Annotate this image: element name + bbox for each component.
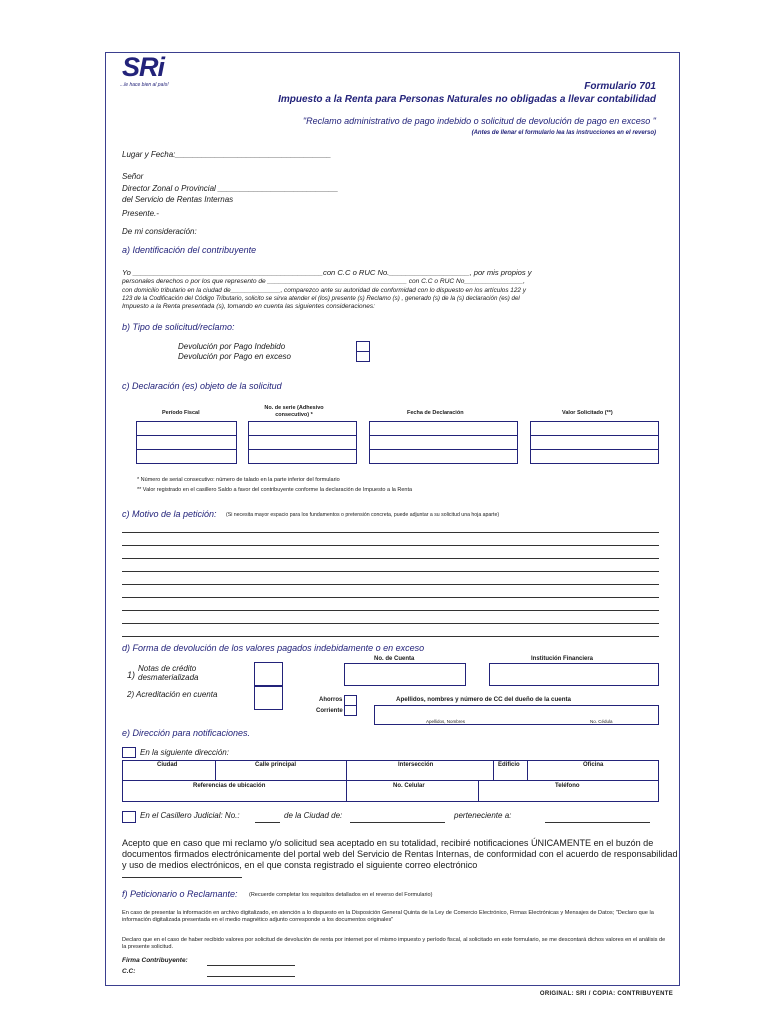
checkbox-notas-credito[interactable] <box>254 662 283 686</box>
firma-line[interactable] <box>207 965 295 966</box>
motivo-line-9[interactable] <box>122 636 659 637</box>
owner-label: Apellidos, nombres y número de CC del dueño de la cuenta <box>396 696 571 703</box>
section-f-p1: En caso de presentar la información en archivo digitalizado, en atención a lo dispuesto en la Disposición General Quinta de la Ley de Comercio Electrónico, Firmas Electrónicas y Mensajes de Datos; "Declaro que la información digitalizada presentada en el medio magnético adjunto corresponde a los documentos originales" <box>122 910 654 923</box>
opt1-num: 1) <box>127 670 136 680</box>
address-col-divider-2 <box>346 760 347 802</box>
owner-input[interactable] <box>374 705 659 725</box>
section-f-title: f) Peticionario o Reclamante: <box>122 889 238 899</box>
cell-fecha-2[interactable] <box>369 435 518 450</box>
place-date: Lugar y Fecha:___________________________________ <box>122 150 332 159</box>
motivo-line-6[interactable] <box>122 597 659 598</box>
col-periodo: Período Fiscal <box>162 410 200 416</box>
form-note: (Antes de llenar el formulario lea las instrucciones en el reverso) <box>471 130 656 136</box>
col-institucion: Institución Financiera <box>531 656 594 662</box>
cell-periodo-2[interactable] <box>136 435 237 450</box>
col-serie <box>254 405 334 419</box>
cell-valor-3[interactable] <box>530 449 659 464</box>
opt-perteneciente: perteneciente a: <box>454 811 512 820</box>
col-serie-label: No. de serie (Adhesivo consecutivo) * <box>264 405 324 418</box>
section-f-note: (Recuerde completar los requisitos detallados en el reverso del Formulario) <box>249 892 433 898</box>
option-pago-exceso: Devolución por Pago en exceso <box>178 352 291 361</box>
section-a-line2: personales derechos o por los que represento de ______________________________________ con C.C o RUC No________________, <box>122 278 525 285</box>
motivo-note: (Si necesita mayor espacio para los fundamentos o pretensión concreta, puede adjuntar a su solicitud una hoja aparte) <box>226 512 500 518</box>
cc-label: C.C: <box>122 968 136 975</box>
institucion-input[interactable] <box>489 663 659 686</box>
checkbox-casillero[interactable] <box>122 811 136 823</box>
cell-periodo-3[interactable] <box>136 449 237 464</box>
section-a-line1: Yo _____________________________________________con C.C o RUC No.___________________, por mis propios y <box>122 268 532 277</box>
casillero-no-line[interactable] <box>255 822 280 823</box>
col-fecha: Fecha de Declaración <box>407 410 464 416</box>
note-serial: * Número de serial consecutivo: número de talado en la parte inferior del formulario <box>137 477 340 483</box>
logo-slogan: ...le hace bien al país! <box>120 82 169 88</box>
motivo-line-1[interactable] <box>122 532 659 533</box>
col-edificio: Edificio <box>498 762 520 768</box>
opt-notas-credito-label: Notas de crédito desmaterializada <box>138 664 199 682</box>
section-a-line4: 123 de la Codificación del Código Tributario, solicito se sirva atender el (los) presente (s) Reclamo (s) , generado (s) de la (s) declaración (es) del <box>122 295 520 302</box>
cell-serie-2[interactable] <box>248 435 357 450</box>
corriente-label: Corriente <box>316 708 343 714</box>
opt-ciudad: de la Ciudad de: <box>284 811 343 820</box>
col-ciudad: Ciudad <box>157 762 178 768</box>
opt-direccion: En la siguiente dirección: <box>140 748 229 757</box>
acepto-paragraph: Acepto que en caso que mi reclamo y/o solicitud sea aceptado en su totalidad, recibiré notificaciones ÚNICAMENTE en el buzón de documentos firmados electrónicamente del portal web del Servicio de Rentas Internas, de conformidad con el acuerdo de responsabilidad y uso de medios electrónicos, en el que consta registrado el siguiente correo electrónico <box>122 838 678 870</box>
motivo-line-5[interactable] <box>122 584 659 585</box>
cell-fecha-1[interactable] <box>369 421 518 436</box>
senor: Señor <box>122 172 144 181</box>
address-col-divider-5 <box>478 780 479 802</box>
col-telefono: Teléfono <box>555 783 580 789</box>
cell-serie-3[interactable] <box>248 449 357 464</box>
col-celular: No. Celular <box>393 783 425 789</box>
footer-copy: ORIGINAL: SRI / COPIA: CONTRIBUYENTE <box>539 991 673 997</box>
section-b-title: b) Tipo de solicitud/reclamo: <box>122 322 235 332</box>
cell-periodo-1[interactable] <box>136 421 237 436</box>
servicio: del Servicio de Rentas Internas <box>122 195 234 204</box>
checkbox-pago-exceso[interactable] <box>356 351 370 362</box>
address-table <box>122 760 659 802</box>
checkbox-direccion[interactable] <box>122 747 136 758</box>
section-a-title: a) Identificación del contribuyente <box>122 245 257 255</box>
opt-notas-credito <box>138 664 218 682</box>
col-no-cuenta: No. de Cuenta <box>374 656 415 662</box>
cell-valor-2[interactable] <box>530 435 659 450</box>
note-valor: ** Valor registrado en el casillero Saldo a favor del contribuyente conforme la declaración de Impuesto a la Renta <box>137 487 413 493</box>
address-row-divider <box>122 780 659 781</box>
cell-fecha-3[interactable] <box>369 449 518 464</box>
sri-logo: SRi <box>122 52 165 82</box>
col-valor: Valor Solicitado (**) <box>562 410 613 416</box>
motivo-line-7[interactable] <box>122 610 659 611</box>
address-col-divider-3 <box>493 760 494 780</box>
section-a-line3: con domicilio tributario en la ciudad de______________, comparezco ante su autoridad de conformidad con lo dispuesto en los artículos 122 y <box>122 287 526 294</box>
motivo-line-3[interactable] <box>122 558 659 559</box>
section-e-title: e) Dirección para notificaciones. <box>122 728 251 738</box>
section-c-title: c) Declaración (es) objeto de la solicitud <box>122 381 282 391</box>
presente: Presente.- <box>122 209 159 218</box>
section-f-p2: Declaro que en el caso de haber recibido valores por solicitud de devolución de renta por internet por el mismo impuesto y período fiscal, al solicitado en este formulario, se me descontará dichos valores en el análisis de la presente solicitud. <box>122 937 666 950</box>
opt-casillero: En el Casillero Judicial: No.: <box>140 811 240 820</box>
section-a-line5: Impuesto a la Renta presentada (s), tomando en cuenta las siguientes consideraciones: <box>122 303 375 310</box>
cell-valor-1[interactable] <box>530 421 659 436</box>
owner-names-label: Apellidos, Nombres <box>426 719 466 724</box>
col-calle: Calle principal <box>255 762 297 768</box>
consideracion: De mi consideración: <box>122 227 197 236</box>
casillero-ciudad-line[interactable] <box>350 822 445 823</box>
form-number: Formulario 701 <box>584 81 656 92</box>
col-oficina: Oficina <box>583 762 604 768</box>
checkbox-corriente[interactable] <box>344 705 357 716</box>
col-referencias: Referencias de ubicación <box>193 783 266 789</box>
form-title: Impuesto a la Renta para Personas Naturales no obligadas a llevar contabilidad <box>278 94 656 105</box>
cc-line[interactable] <box>207 976 295 977</box>
address-col-divider-4 <box>527 760 528 780</box>
owner-id-label: No. Cédula <box>590 719 613 724</box>
cell-serie-1[interactable] <box>248 421 357 436</box>
casillero-perteneciente-line[interactable] <box>545 822 650 823</box>
firma-label: Firma Contribuyente: <box>122 957 188 964</box>
motivo-line-4[interactable] <box>122 571 659 572</box>
motivo-title: c) Motivo de la petición: <box>122 509 217 519</box>
motivo-line-8[interactable] <box>122 623 659 624</box>
motivo-line-2[interactable] <box>122 545 659 546</box>
director: Director Zonal o Provincial ___________________________ <box>122 184 339 193</box>
option-pago-indebido: Devolución por Pago Indebido <box>178 342 286 351</box>
form-subtitle: "Reclamo administrativo de pago indebido o solicitud de devolución de pago en exceso " <box>302 116 656 126</box>
email-line[interactable] <box>122 877 242 878</box>
checkbox-acreditacion[interactable] <box>254 686 283 710</box>
no-cuenta-input[interactable] <box>344 663 466 686</box>
ahorros-label: Ahorros <box>319 697 343 703</box>
address-col-divider-1 <box>215 760 216 780</box>
section-d-title: d) Forma de devolución de los valores pagados indebidamente o en exceso <box>122 643 425 653</box>
opt-acreditacion: 2) Acreditación en cuenta <box>127 690 218 699</box>
col-interseccion: Intersección <box>398 762 434 768</box>
